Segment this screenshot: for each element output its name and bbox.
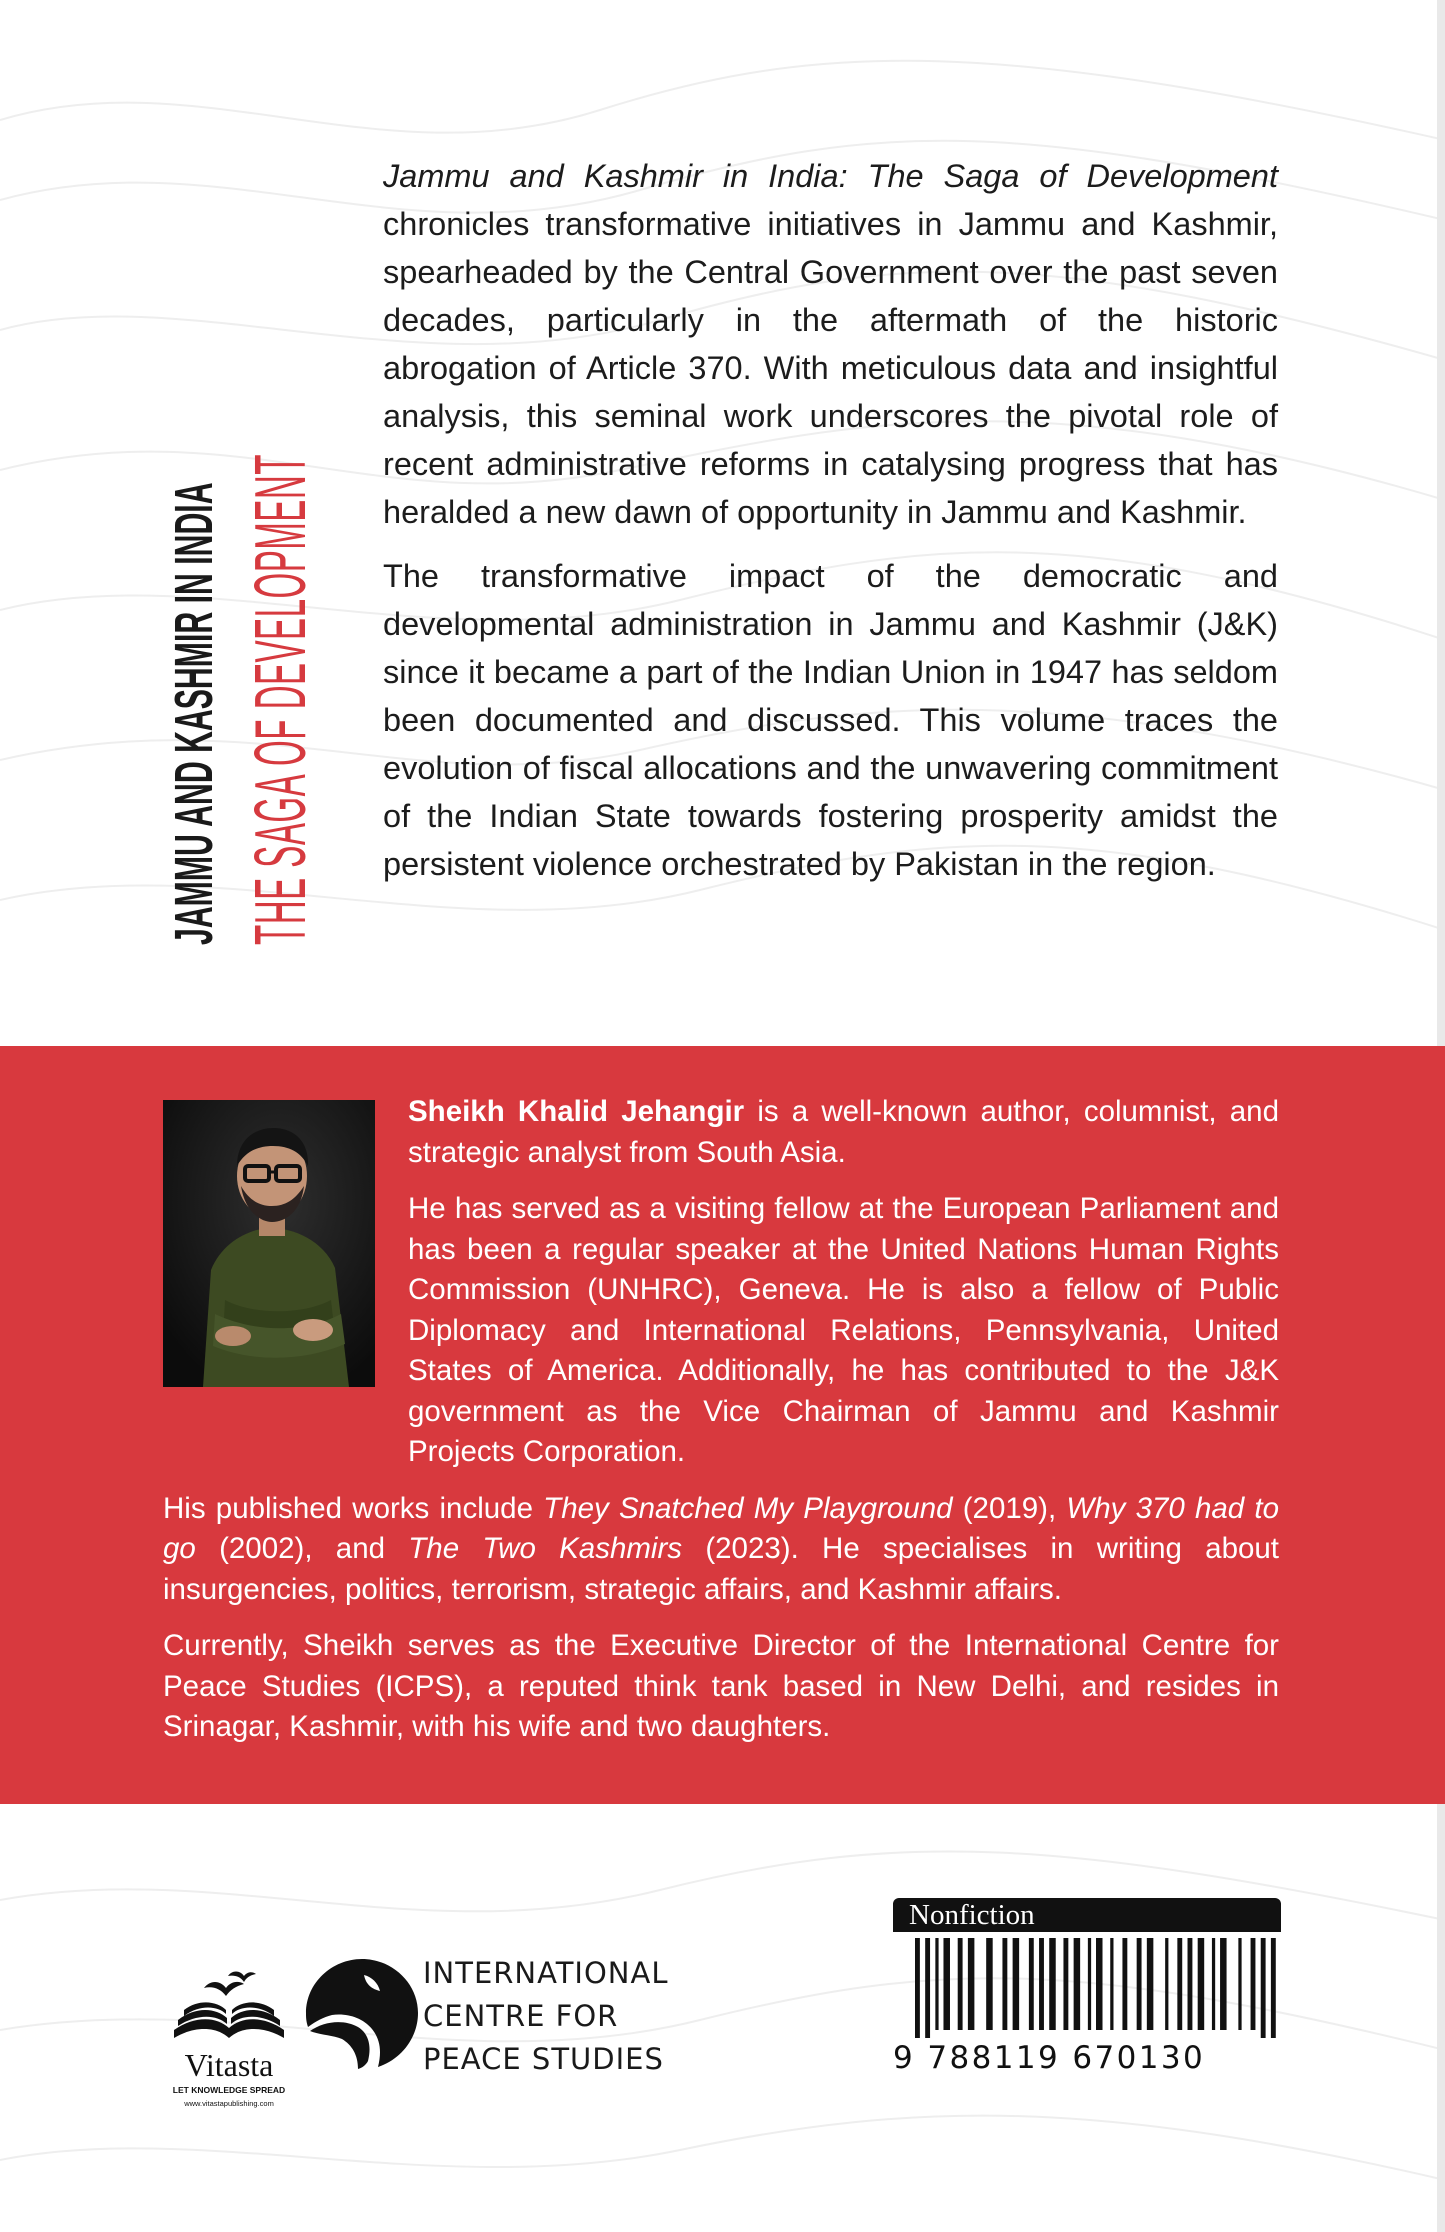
barcode-bar — [1013, 1938, 1020, 2030]
work-year-1: (2019), — [962, 1491, 1057, 1525]
work-title-1: They Snatched My Playground — [543, 1491, 953, 1525]
barcode-bar — [1074, 1938, 1081, 2030]
barcode-bar — [1049, 1938, 1056, 2030]
barcode-bar — [1039, 1938, 1044, 2030]
publisher-tagline: LET KNOWLEDGE SPREAD — [172, 2085, 286, 2095]
barcode-bar — [1088, 1938, 1091, 2030]
barcode-bar — [1177, 1938, 1182, 2030]
blurb-paragraph-1-text: chronicles transformative initiatives in Jammu and Kashmir, spearheaded by the Central Government over the past seven decades, particularly in the aftermath of the historic abrogation of Article 370. With meticulous data and insightful analysis, this seminal work underscores the pivotal role of recent administrative reforms in catalysing progress that has heralded a new dawn of opportunity in Jammu and Kashmir. — [383, 206, 1278, 530]
barcode-bar — [1198, 1938, 1205, 2030]
blurb-paragraph-1 — [383, 152, 1278, 536]
barcode-bar — [1261, 1938, 1266, 2038]
barcode-bar — [1271, 1938, 1276, 2038]
icps-line-1: INTERNATIONAL — [423, 1956, 669, 1990]
works-intro: His published works include — [163, 1491, 533, 1525]
bio-paragraph-4: Currently, Sheikh serves as the Executive Director of the International Centre for Peace Studies (ICPS), a reputed think tank based in New Delhi, and resides in Srinagar, Kashmir, with his wife and two daughters. — [163, 1629, 1279, 1743]
icps-line-2: CENTRE FOR — [423, 1999, 619, 2033]
work-title-2: Why 370 had to go — [163, 1491, 1279, 1565]
barcode-bar — [1096, 1938, 1103, 2030]
publisher-logo — [164, 1958, 294, 2136]
barcode-bar — [915, 1938, 920, 2038]
author-name: Sheikh Khalid Jehangir — [408, 1095, 745, 1128]
works-rest: (2023). He specialises in writing about insurgencies, politics, terrorism, strategic affairs, and Kashmir affairs. — [163, 1532, 1280, 1606]
book-blurb — [383, 152, 1278, 888]
barcode-bar — [986, 1938, 993, 2030]
barcode-bar — [1002, 1938, 1007, 2030]
author-bio — [163, 1092, 1279, 1748]
vertical-subtitle: THE SAGA OF DEVELOPMENT — [241, 454, 321, 945]
barcode-bar — [1063, 1938, 1068, 2030]
barcode-bar — [925, 1938, 930, 2038]
work-title-3: The Two Kashmirs — [408, 1532, 683, 1565]
genre-label: Nonfiction — [893, 1898, 1281, 1932]
barcode-bar — [943, 1938, 950, 2030]
isbn-barcode — [915, 1938, 1277, 2038]
barcode-bar — [1110, 1938, 1113, 2030]
icps-name — [423, 1952, 669, 2081]
isbn-number: 9 788119 670130 — [893, 2040, 1206, 2076]
publisher-name: Vitasta — [184, 2047, 274, 2083]
barcode-bar — [1122, 1938, 1127, 2030]
blurb-paragraph-2: The transformative impact of the democratic and developmental administration in Jammu and Kashmir (J&K) since it became a part of the Indian Union in 1947 has seldom been documented and discussed. This volume traces the evolution of fiscal allocations and the unwavering commitment of the Indian State towards fostering prosperity amidst the persistent violence orchestrated by Pakistan in the region. — [383, 558, 1278, 882]
photo-spacer — [163, 1092, 408, 1472]
barcode-bar — [935, 1938, 938, 2030]
barcode-bar — [1188, 1938, 1193, 2030]
bio-paragraph-3 — [163, 1489, 1279, 1611]
vertical-title: JAMMU AND KASHMIR IN INDIA — [164, 482, 224, 945]
barcode-bar — [1147, 1938, 1154, 2030]
barcode-bar — [1212, 1938, 1215, 2030]
icps-logo — [302, 1955, 422, 2073]
barcode-bar — [1029, 1938, 1034, 2030]
work-year-2: (2002), and — [219, 1532, 386, 1565]
barcode-bar — [958, 1938, 963, 2030]
bio-paragraph-2: He has served as a visiting fellow at the European Parliament and has been a regular speaker at the United Nations Human Rights Commission (UNHRC), Geneva. He is also a fellow of Public Diplomacy and International Relations, Pennsylvania, United States of America. Additionally, he has contributed to the J&K government as the Vice Chairman of Jammu and Kashmir Projects Corporation. — [408, 1192, 1279, 1468]
publisher-url: www.vitastapublishing.com — [184, 2099, 274, 2108]
barcode-bar — [1165, 1938, 1168, 2030]
author-intro: is a well-known author, columnist, and strategic analyst from South Asia. — [408, 1095, 1279, 1169]
barcode-bar — [1137, 1938, 1142, 2030]
barcode-bar — [1238, 1938, 1241, 2030]
barcode-bar — [1220, 1938, 1227, 2030]
barcode-bar — [968, 1938, 975, 2030]
barcode-bar — [1251, 1938, 1256, 2030]
book-title-italic: Jammu and Kashmir in India: The Saga of Development — [383, 158, 1278, 194]
icps-line-3: PEACE STUDIES — [423, 2042, 664, 2076]
